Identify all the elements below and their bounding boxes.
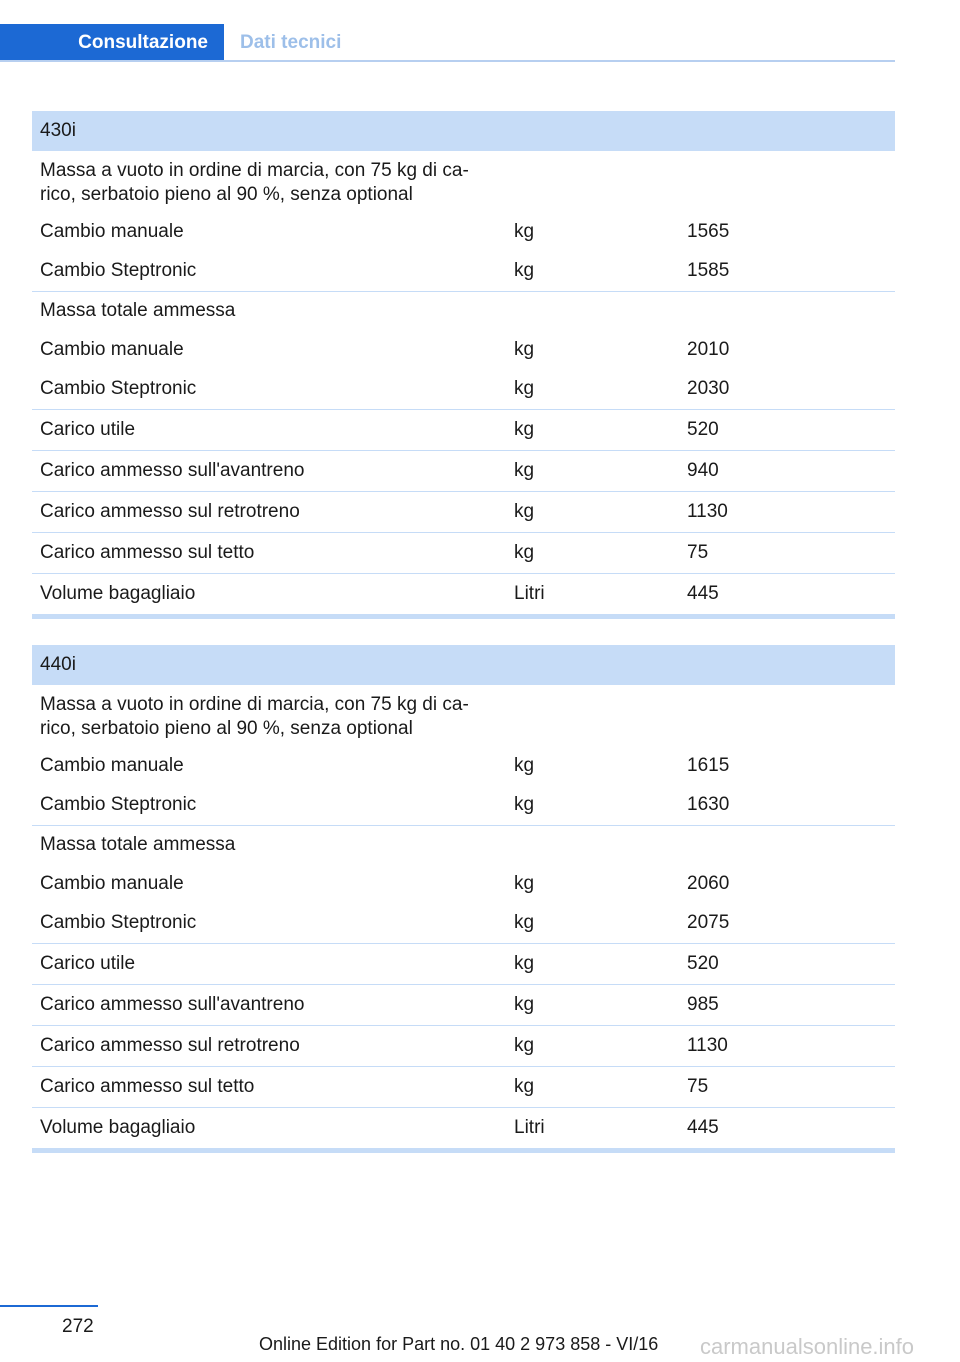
section-label: Massa totale ammessa xyxy=(40,834,236,855)
table-row xyxy=(32,492,895,533)
row-value: 940 xyxy=(687,460,719,481)
table-row xyxy=(32,370,895,410)
row-unit: kg xyxy=(514,542,535,563)
row-value: 75 xyxy=(687,1076,709,1097)
table-row xyxy=(32,1108,895,1148)
row-label: Cambio Steptronic xyxy=(40,260,197,281)
row-value: 985 xyxy=(687,994,719,1015)
row-unit: kg xyxy=(514,953,535,974)
edition-text: Online Edition for Part no. 01 40 2 973 858 - VI/16 xyxy=(259,1334,659,1354)
page-number: 272 xyxy=(62,1316,94,1337)
row-label: Cambio manuale xyxy=(40,339,184,360)
row-value: 2030 xyxy=(687,378,730,399)
table-row xyxy=(32,533,895,574)
table-row xyxy=(32,1067,895,1108)
intro-label: Massa a vuoto in ordine di marcia, con 75 kg di ca- rico, serbatoio pieno al 90 %, senza optional xyxy=(40,160,469,205)
spec-table-440i xyxy=(32,645,895,1153)
row-label: Carico ammesso sul retrotreno xyxy=(40,1035,300,1056)
table-row xyxy=(32,213,895,252)
table-row xyxy=(32,574,895,614)
row-unit: kg xyxy=(514,794,535,815)
table-row xyxy=(32,944,895,985)
row-label: Carico ammesso sull'avantreno xyxy=(40,460,305,481)
table-title: 430i xyxy=(32,111,895,151)
section-label: Massa totale ammessa xyxy=(40,300,236,321)
row-unit: kg xyxy=(514,221,535,242)
table-row xyxy=(32,985,895,1026)
tab-dati-tecnici[interactable]: Dati tecnici xyxy=(240,31,342,53)
table-end-bar xyxy=(32,1148,895,1153)
row-unit: Litri xyxy=(514,583,545,604)
row-value: 445 xyxy=(687,583,719,604)
table-section-row xyxy=(32,292,895,331)
row-value: 75 xyxy=(687,542,709,563)
row-unit: kg xyxy=(514,873,535,894)
table-row xyxy=(32,786,895,826)
row-unit: kg xyxy=(514,994,535,1015)
row-label: Carico ammesso sul tetto xyxy=(40,1076,255,1097)
row-value: 520 xyxy=(687,953,719,974)
row-value: 1585 xyxy=(687,260,730,281)
row-value: 2010 xyxy=(687,339,730,360)
page-header xyxy=(0,24,895,62)
row-label: Carico utile xyxy=(40,953,136,974)
row-unit: kg xyxy=(514,260,535,281)
intro-label: Massa a vuoto in ordine di marcia, con 75 kg di ca- rico, serbatoio pieno al 90 %, senza optional xyxy=(40,694,469,739)
watermark: carmanualsonline.info xyxy=(700,1334,915,1359)
row-label: Cambio Steptronic xyxy=(40,794,197,815)
row-value: 520 xyxy=(687,419,719,440)
row-value: 1615 xyxy=(687,755,730,776)
table-end-bar xyxy=(32,614,895,619)
row-unit: kg xyxy=(514,501,535,522)
table-title: 440i xyxy=(32,645,895,685)
table-row-intro xyxy=(32,685,895,747)
row-label: Volume bagagliaio xyxy=(40,583,196,604)
row-label: Cambio Steptronic xyxy=(40,378,197,399)
table-row xyxy=(32,1026,895,1067)
row-value: 2075 xyxy=(687,912,730,933)
row-unit: kg xyxy=(514,419,535,440)
row-label: Carico ammesso sul tetto xyxy=(40,542,255,563)
row-unit: kg xyxy=(514,1076,535,1097)
row-unit: kg xyxy=(514,1035,535,1056)
table-row xyxy=(32,904,895,944)
row-value: 2060 xyxy=(687,873,730,894)
row-label: Carico ammesso sull'avantreno xyxy=(40,994,305,1015)
row-label: Cambio manuale xyxy=(40,221,184,242)
row-label: Carico utile xyxy=(40,419,136,440)
row-unit: Litri xyxy=(514,1117,545,1138)
row-label: Carico ammesso sul retrotreno xyxy=(40,501,300,522)
row-unit: kg xyxy=(514,460,535,481)
row-label: Cambio manuale xyxy=(40,755,184,776)
table-row xyxy=(32,451,895,492)
header-divider xyxy=(0,60,895,62)
row-value: 1630 xyxy=(687,794,730,815)
row-value: 1130 xyxy=(687,501,728,522)
table-row-intro xyxy=(32,151,895,213)
footer-accent-line xyxy=(0,1305,98,1307)
row-value: 1565 xyxy=(687,221,730,242)
row-unit: kg xyxy=(514,755,535,776)
row-unit: kg xyxy=(514,912,535,933)
row-value: 445 xyxy=(687,1117,719,1138)
row-value: 1130 xyxy=(687,1035,728,1056)
row-label: Cambio Steptronic xyxy=(40,912,197,933)
row-label: Cambio manuale xyxy=(40,873,184,894)
table-row xyxy=(32,865,895,904)
table-section-row xyxy=(32,826,895,865)
row-unit: kg xyxy=(514,378,535,399)
row-label: Volume bagagliaio xyxy=(40,1117,196,1138)
table-row xyxy=(32,747,895,786)
table-row xyxy=(32,410,895,451)
table-row xyxy=(32,331,895,370)
row-unit: kg xyxy=(514,339,535,360)
tab-consultazione[interactable]: Consultazione xyxy=(0,24,224,61)
table-row xyxy=(32,252,895,292)
spec-table-430i xyxy=(32,111,895,619)
